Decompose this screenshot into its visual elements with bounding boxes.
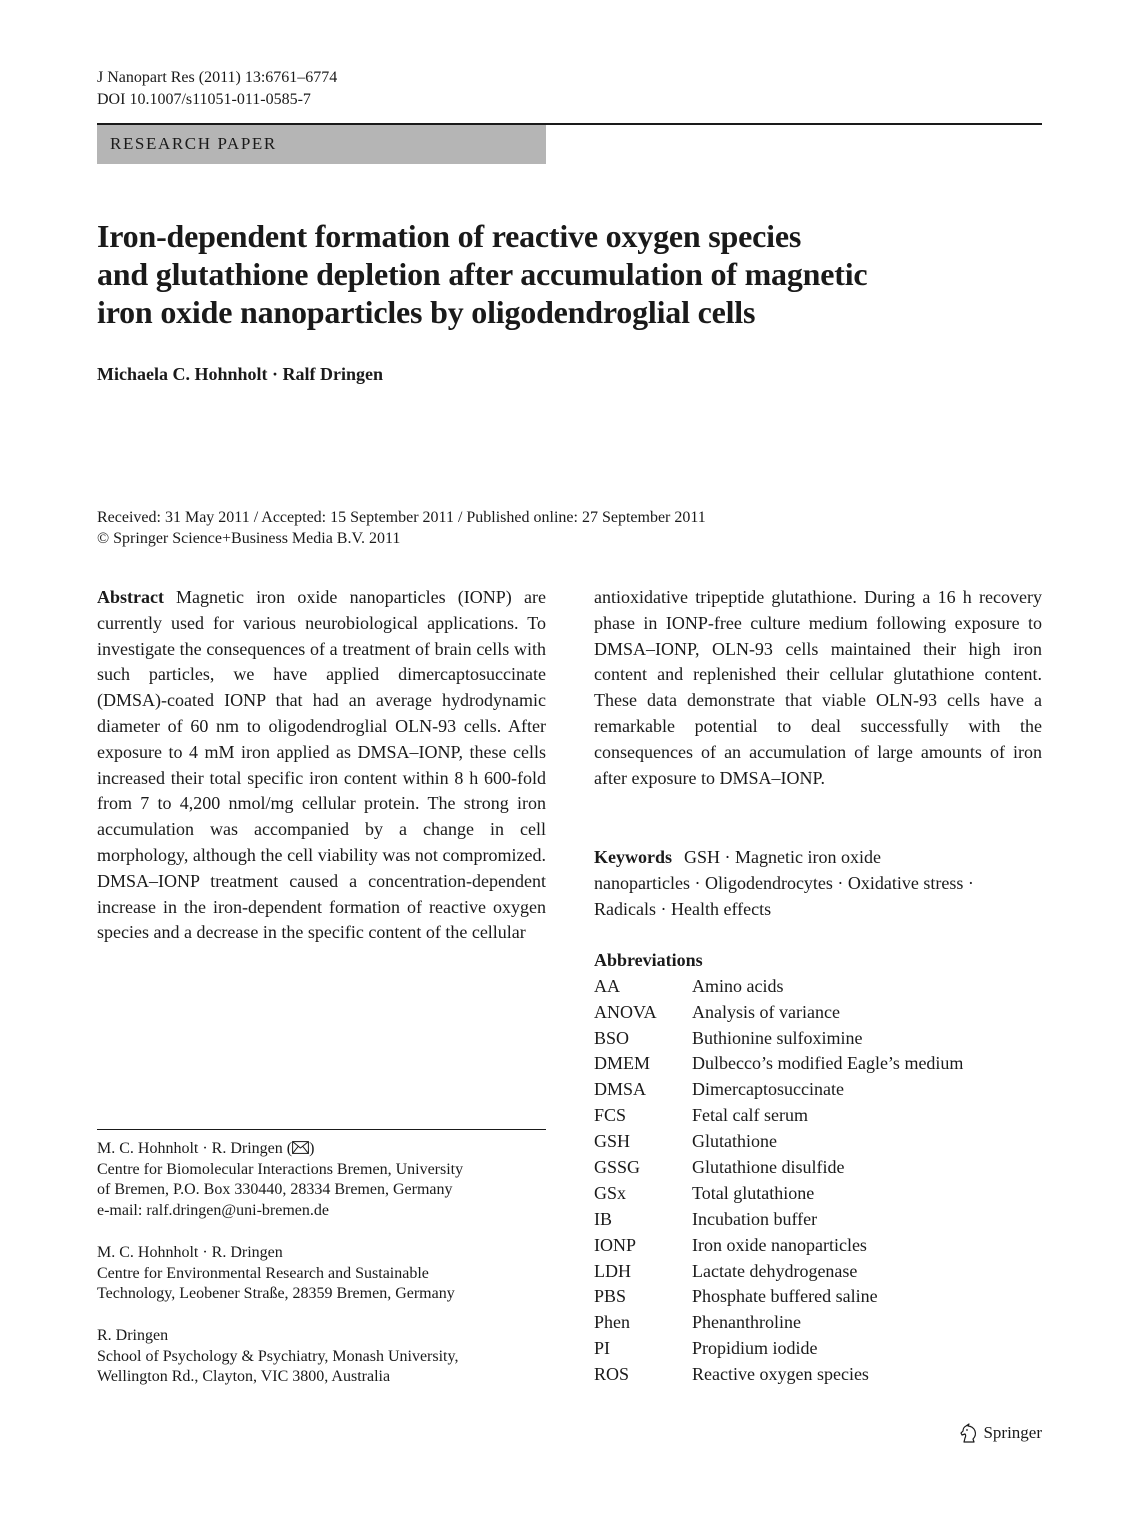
affiliation-email: e-mail: ralf.dringen@uni-bremen.de bbox=[97, 1201, 329, 1219]
journal-line: J Nanopart Res (2011) 13:6761–6774 bbox=[97, 69, 338, 86]
abbreviation-meaning: Fetal calf serum bbox=[692, 1105, 808, 1126]
abbreviation-row bbox=[594, 1181, 1042, 1207]
abbreviation-meaning: Dulbecco’s modified Eagle’s medium bbox=[692, 1053, 964, 1074]
abbreviations-section bbox=[594, 948, 1042, 1388]
abbreviation-row bbox=[594, 1310, 1042, 1336]
abbreviation-row bbox=[594, 1336, 1042, 1362]
abbreviation-meaning: Analysis of variance bbox=[692, 1001, 840, 1022]
abbreviation-key: Phen bbox=[594, 1312, 630, 1333]
abbreviation-row bbox=[594, 1284, 1042, 1310]
affiliation-names: M. C. Hohnholt · R. Dringen bbox=[97, 1244, 283, 1261]
abstract-right-column bbox=[594, 585, 1042, 791]
abbreviation-row bbox=[594, 1233, 1042, 1259]
abbreviation-meaning: Reactive oxygen species bbox=[692, 1364, 869, 1385]
affiliation-line: of Bremen, P.O. Box 330440, 28334 Bremen, Germany bbox=[97, 1181, 453, 1198]
abbreviation-meaning: Buthionine sulfoximine bbox=[692, 1027, 863, 1048]
abbreviation-row bbox=[594, 1259, 1042, 1285]
envelope-icon bbox=[292, 1141, 309, 1154]
abbreviation-meaning: Glutathione bbox=[692, 1131, 777, 1152]
abbreviation-meaning: Lactate dehydrogenase bbox=[692, 1260, 858, 1281]
abbreviation-meaning: Amino acids bbox=[692, 975, 784, 996]
abbreviation-key: BSO bbox=[594, 1027, 630, 1048]
keyword-line: GSH · Magnetic iron oxide bbox=[684, 847, 881, 867]
abbreviation-row bbox=[594, 1207, 1042, 1233]
abbreviation-meaning: Total glutathione bbox=[692, 1182, 815, 1203]
affiliation-line: Technology, Leobener Straße, 28359 Bremen, Germany bbox=[97, 1285, 455, 1302]
affiliation-block bbox=[97, 1139, 546, 1221]
abbreviation-key: IONP bbox=[594, 1234, 637, 1255]
doi-line: DOI 10.1007/s11051-011-0585-7 bbox=[97, 91, 311, 108]
abbreviation-meaning: Dimercaptosuccinate bbox=[692, 1079, 844, 1100]
paper-title bbox=[97, 217, 997, 331]
abstract-label: Abstract bbox=[97, 587, 164, 607]
affiliation-line: Centre for Biomolecular Interactions Bremen, University bbox=[97, 1160, 464, 1178]
keywords-section bbox=[594, 845, 1042, 922]
affiliation-block bbox=[97, 1243, 546, 1305]
title-line: and glutathione depletion after accumulation of magnetic bbox=[97, 256, 868, 292]
abbreviation-key: DMEM bbox=[594, 1053, 651, 1074]
article-type-label: RESEARCH PAPER bbox=[110, 134, 277, 153]
abbreviation-row bbox=[594, 1129, 1042, 1155]
history-dates: Received: 31 May 2011 / Accepted: 15 September 2011 / Published online: 27 September 2011 bbox=[97, 509, 706, 526]
title-line: iron oxide nanoparticles by oligodendroglial cells bbox=[97, 294, 756, 330]
article-type-band bbox=[97, 125, 546, 164]
abstract-paragraph bbox=[97, 585, 546, 946]
abstract-text-right: antioxidative tripeptide glutathione. During a 16 h recovery phase in IONP-free culture medium following exposure to DMSA–IONP, OLN-93 cells maintained their high iron content and replenished their cellular glutathione content. These data demonstrate that viable OLN-93 cells have a remarkable potential to deal successfully with the consequences of an accumulation of large amounts of iron after exposure to DMSA–IONP. bbox=[594, 587, 1042, 788]
abbreviation-key: FCS bbox=[594, 1105, 627, 1126]
springer-knight-icon bbox=[960, 1423, 978, 1443]
abbreviation-row bbox=[594, 1026, 1042, 1052]
abbreviation-key: ANOVA bbox=[594, 1001, 657, 1022]
publisher-logo bbox=[960, 1423, 1042, 1443]
affiliation-line: Wellington Rd., Clayton, VIC 3800, Australia bbox=[97, 1368, 391, 1385]
affiliation-line: School of Psychology & Psychiatry, Monash University, bbox=[97, 1347, 459, 1365]
journal-citation bbox=[97, 67, 337, 111]
article-history bbox=[97, 507, 706, 549]
affiliation-line: Centre for Environmental Research and Sustainable bbox=[97, 1264, 429, 1282]
abbreviation-row bbox=[594, 1077, 1042, 1103]
abbreviation-key: ROS bbox=[594, 1364, 630, 1385]
affiliation-names-suffix: ) bbox=[309, 1140, 315, 1157]
abstract-text-left: Magnetic iron oxide nanoparticles (IONP) are currently used for various neurobiological applications. To investigate the consequences of a treatment of brain cells with such particles, we have applied dimercaptosuccinate (DMSA)-coated IONP that had an average hydrodynamic diameter of 60 nm to oligodendroglial OLN-93 cells. After exposure to 4 mM iron applied as DMSA–IONP, these cells increased their total specific iron content within 8 h 600-fold from 7 to 4,200 nmol/mg cellular protein. The strong iron accumulation was accompanied by a change in cell morphology, although the cell viability was not compromized. DMSA–IONP treatment caused a concentration-dependent increase in the iron-dependent formation of reactive oxygen species and a decrease in the specific content of the cellular bbox=[97, 587, 546, 943]
abbreviation-meaning: Phosphate buffered saline bbox=[692, 1286, 878, 1307]
keyword-line: Radicals · Health effects bbox=[594, 898, 772, 919]
keywords-label: Keywords bbox=[594, 847, 672, 867]
affiliation-rule bbox=[97, 1129, 546, 1130]
affiliation-names bbox=[97, 1139, 546, 1160]
abbreviation-key: GSSG bbox=[594, 1157, 641, 1178]
abbreviation-key: DMSA bbox=[594, 1079, 647, 1100]
author-list: Michaela C. Hohnholt · Ralf Dringen bbox=[97, 364, 384, 384]
publisher-name: Springer bbox=[983, 1423, 1042, 1442]
abbreviation-row bbox=[594, 1000, 1042, 1026]
abbreviation-meaning: Propidium iodide bbox=[692, 1338, 818, 1359]
title-line: Iron-dependent formation of reactive oxygen species bbox=[97, 218, 802, 254]
abbreviation-key: IB bbox=[594, 1208, 612, 1229]
abbreviations-title: Abbreviations bbox=[594, 950, 703, 970]
abbreviation-row bbox=[594, 1051, 1042, 1077]
affiliation-names-text: M. C. Hohnholt · R. Dringen ( bbox=[97, 1140, 293, 1157]
abstract-left-column bbox=[97, 585, 546, 946]
abbreviation-row bbox=[594, 1362, 1042, 1388]
copyright-line: © Springer Science+Business Media B.V. 2011 bbox=[97, 530, 401, 547]
abbreviation-key: PBS bbox=[594, 1286, 627, 1307]
affiliation-block bbox=[97, 1326, 546, 1388]
abbreviation-key: GSx bbox=[594, 1182, 627, 1203]
abbreviation-row bbox=[594, 1155, 1042, 1181]
abbreviation-key: PI bbox=[594, 1338, 611, 1359]
abbreviation-row bbox=[594, 1103, 1042, 1129]
abbreviation-key: GSH bbox=[594, 1131, 631, 1152]
keyword-line: nanoparticles · Oligodendrocytes · Oxidative stress · bbox=[594, 872, 974, 893]
affiliation-names: R. Dringen bbox=[97, 1327, 169, 1344]
abbreviation-meaning: Iron oxide nanoparticles bbox=[692, 1234, 867, 1255]
abbreviation-row bbox=[594, 974, 1042, 1000]
abbreviation-meaning: Incubation buffer bbox=[692, 1208, 818, 1229]
abbreviation-key: LDH bbox=[594, 1260, 631, 1281]
abbreviation-meaning: Glutathione disulfide bbox=[692, 1157, 845, 1178]
abbreviation-key: AA bbox=[594, 975, 620, 996]
abbreviation-meaning: Phenanthroline bbox=[692, 1312, 801, 1333]
